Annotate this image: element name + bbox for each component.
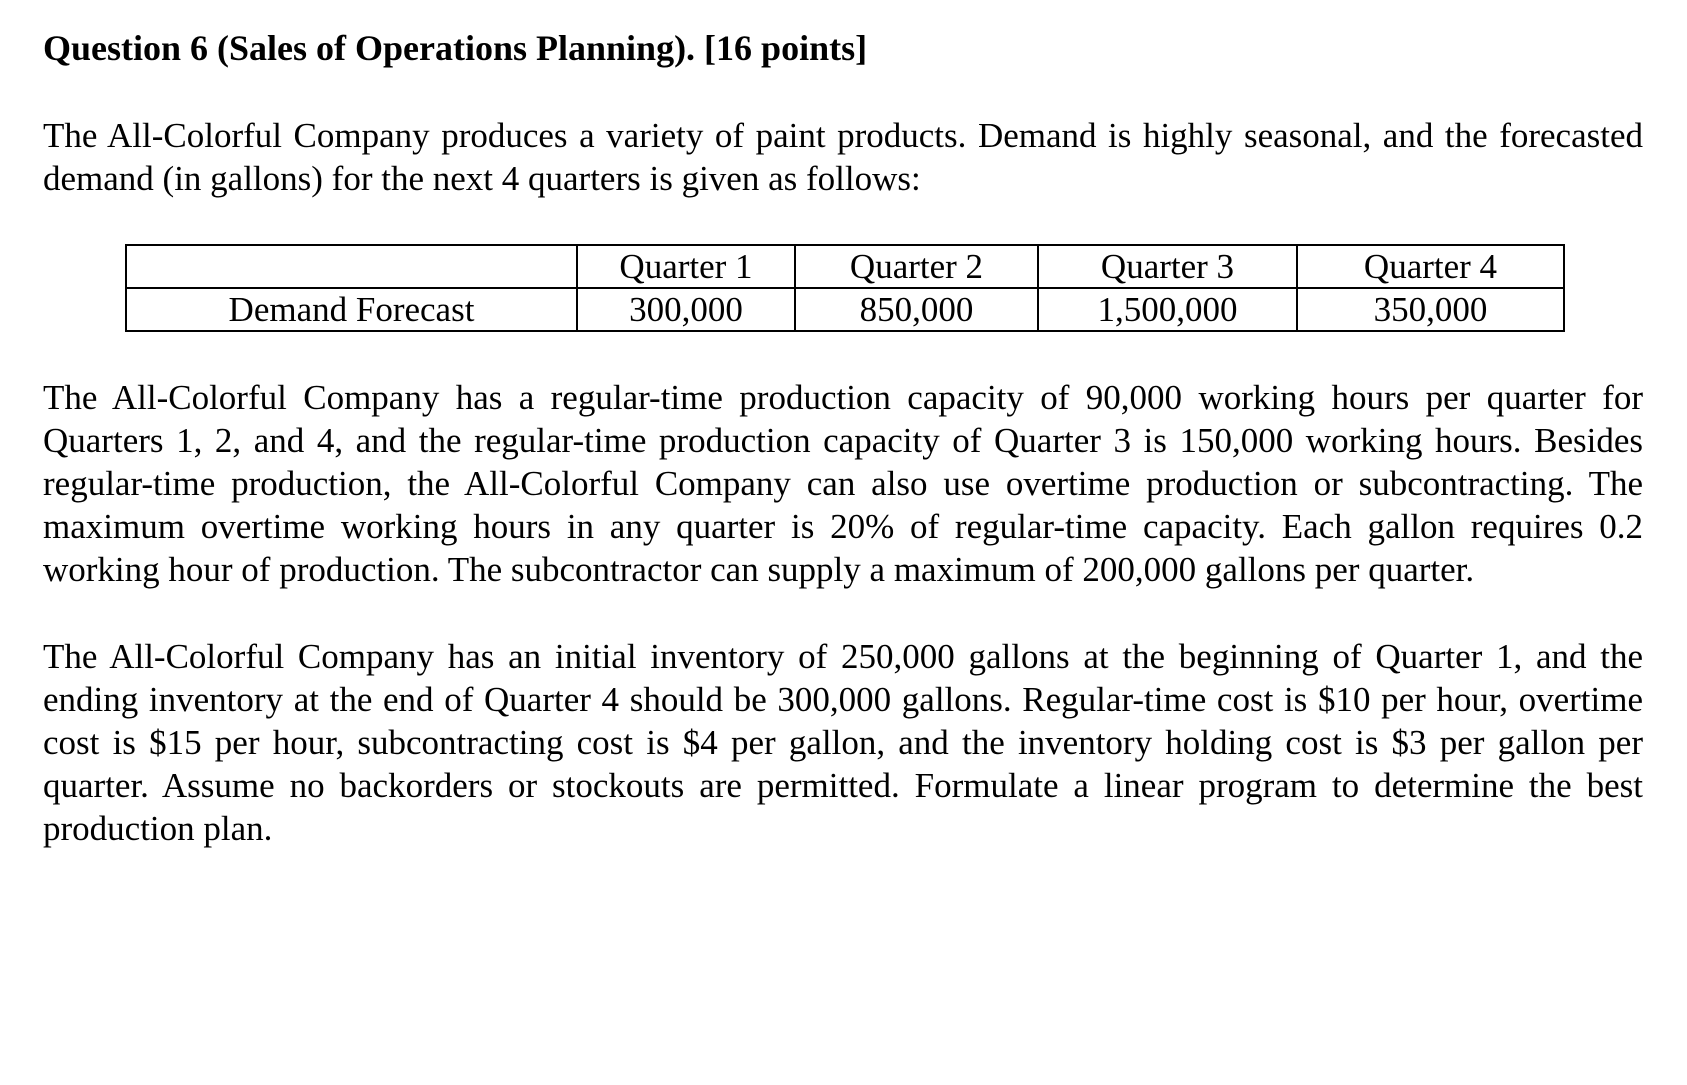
table-header-quarter-3: Quarter 3 [1038,245,1297,288]
table-cell-quarter-4: 350,000 [1297,288,1564,331]
inventory-paragraph: The All-Colorful Company has an initial inventory of 250,000 gallons at the beginning of Quarter 1, and the ending inventory at the end of Quarter 4 should be 300,000 gallons. Regular-time cost is $10 per hour, overtime cost is $15 per hour, subcontracting cost is $4 per gallon, and the inventory holding cost is $3 per gallon per quarter. Assume no backorders or stockouts are permitted. Formulate a linear program to determine the best production plan. [43,637,1643,848]
demand-forecast-table [125,244,1565,332]
question-document [43,26,1643,850]
table-cell-quarter-3: 1,500,000 [1038,288,1297,331]
table-header-quarter-2: Quarter 2 [795,245,1038,288]
table-row-label: Demand Forecast [126,288,577,331]
table-header-row [126,245,1564,288]
table-header-quarter-1: Quarter 1 [577,245,795,288]
table-header-quarter-4: Quarter 4 [1297,245,1564,288]
table-cell-quarter-1: 300,000 [577,288,795,331]
table-cell-quarter-2: 850,000 [795,288,1038,331]
table-header-blank [126,245,577,288]
capacity-paragraph: The All-Colorful Company has a regular-time production capacity of 90,000 working hours per quarter for Quarters 1, 2, and 4, and the regular-time production capacity of Quarter 3 is 150,000 working hours. Besides regular-time production, the All-Colorful Company can also use overtime production or subcontracting. The maximum overtime working hours in any quarter is 20% of regular-time capacity. Each gallon requires 0.2 working hour of production. The subcontractor can supply a maximum of 200,000 gallons per quarter. [43,378,1643,589]
table-row [126,288,1564,331]
intro-paragraph: The All-Colorful Company produces a variety of paint products. Demand is highly seasonal, and the forecasted demand (in gallons) for the next 4 quarters is given as follows: [43,116,1643,198]
question-title: Question 6 (Sales of Operations Planning). [16 points] [43,28,868,68]
